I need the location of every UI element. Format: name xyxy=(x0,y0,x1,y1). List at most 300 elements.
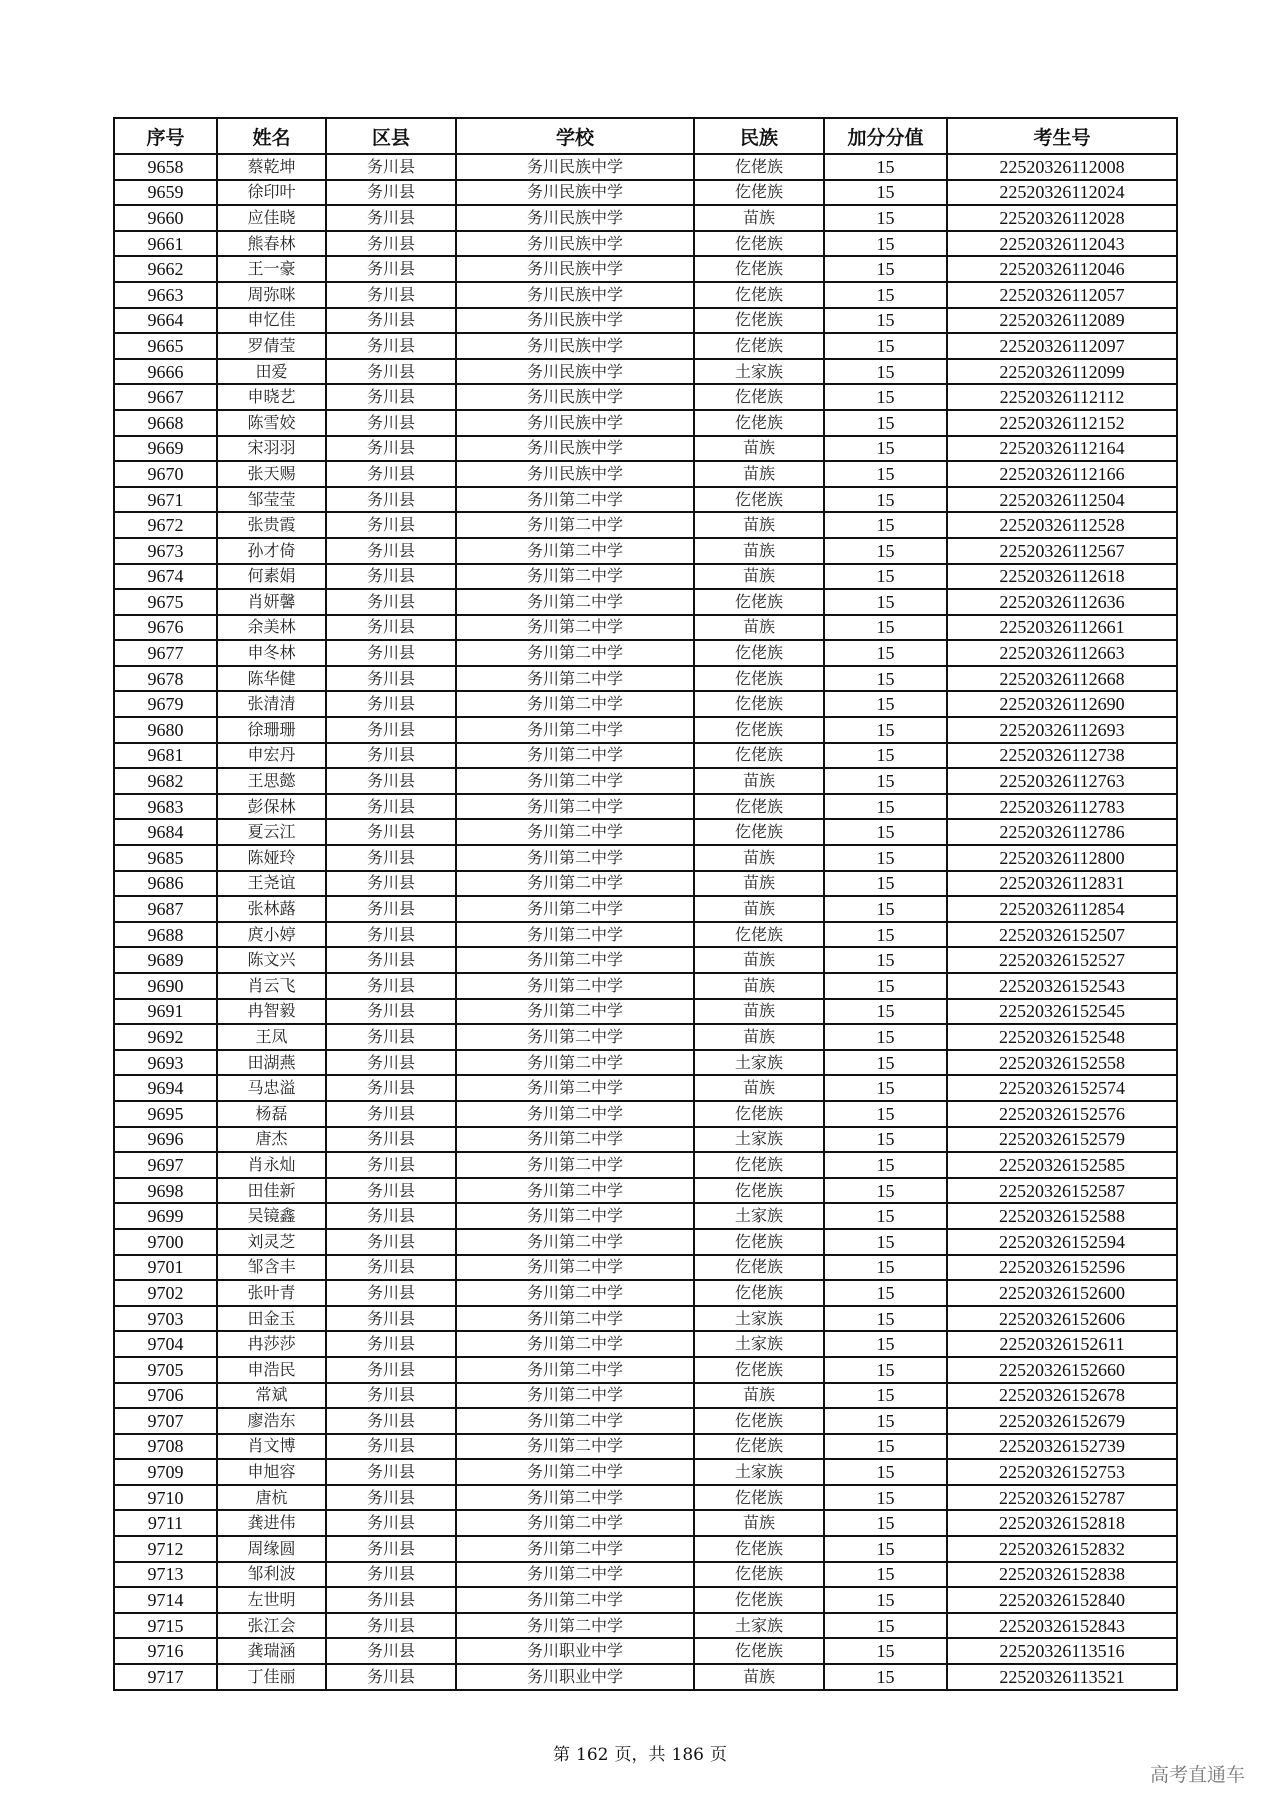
cell-name: 肖妍馨 xyxy=(217,589,326,615)
cell-bonus: 15 xyxy=(824,231,947,257)
cell-bonus: 15 xyxy=(824,1255,947,1281)
cell-school: 务川第二中学 xyxy=(456,564,694,590)
cell-bonus: 15 xyxy=(824,512,947,538)
cell-exam-id: 22520326152548 xyxy=(947,1024,1177,1050)
cell-county: 务川县 xyxy=(326,896,456,922)
table-row xyxy=(114,205,1177,231)
cell-ethnicity: 仡佬族 xyxy=(694,1587,824,1613)
cell-county: 务川县 xyxy=(326,538,456,564)
cell-bonus: 15 xyxy=(824,794,947,820)
cell-ethnicity: 土家族 xyxy=(694,1331,824,1357)
cell-county: 务川县 xyxy=(326,1357,456,1383)
cell-county: 务川县 xyxy=(326,1050,456,1076)
cell-school: 务川第二中学 xyxy=(456,768,694,794)
cell-school: 务川民族中学 xyxy=(456,282,694,308)
watermark: 高考直通车 xyxy=(1150,1764,1246,1786)
cell-ethnicity: 仡佬族 xyxy=(694,1280,824,1306)
cell-bonus: 15 xyxy=(824,436,947,462)
cell-name: 徐珊珊 xyxy=(217,717,326,743)
cell-bonus: 15 xyxy=(824,666,947,692)
cell-exam-id: 22520326112663 xyxy=(947,640,1177,666)
cell-exam-id: 22520326112854 xyxy=(947,896,1177,922)
cell-seq: 9709 xyxy=(114,1459,217,1485)
cell-exam-id: 22520326152753 xyxy=(947,1459,1177,1485)
cell-bonus: 15 xyxy=(824,538,947,564)
cell-name: 张江会 xyxy=(217,1613,326,1639)
cell-seq: 9659 xyxy=(114,180,217,206)
cell-school: 务川第二中学 xyxy=(456,1562,694,1588)
cell-seq: 9673 xyxy=(114,538,217,564)
cell-name: 马忠溢 xyxy=(217,1075,326,1101)
cell-ethnicity: 仡佬族 xyxy=(694,666,824,692)
cell-county: 务川县 xyxy=(326,231,456,257)
cell-county: 务川县 xyxy=(326,1536,456,1562)
cell-seq: 9664 xyxy=(114,308,217,334)
cell-bonus: 15 xyxy=(824,1664,947,1690)
cell-seq: 9658 xyxy=(114,154,217,180)
cell-county: 务川县 xyxy=(326,743,456,769)
cell-seq: 9670 xyxy=(114,461,217,487)
cell-name: 申晓艺 xyxy=(217,384,326,410)
cell-exam-id: 22520326112618 xyxy=(947,564,1177,590)
cell-county: 务川县 xyxy=(326,1152,456,1178)
cell-seq: 9681 xyxy=(114,743,217,769)
cell-seq: 9679 xyxy=(114,691,217,717)
table-row xyxy=(114,512,1177,538)
cell-name: 杨磊 xyxy=(217,1101,326,1127)
cell-exam-id: 22520326152558 xyxy=(947,1050,1177,1076)
cell-name: 张叶青 xyxy=(217,1280,326,1306)
cell-bonus: 15 xyxy=(824,1024,947,1050)
cell-school: 务川第二中学 xyxy=(456,1075,694,1101)
cell-school: 务川第二中学 xyxy=(456,794,694,820)
cell-county: 务川县 xyxy=(326,1408,456,1434)
cell-ethnicity: 苗族 xyxy=(694,1383,824,1409)
cell-exam-id: 22520326152660 xyxy=(947,1357,1177,1383)
table-row xyxy=(114,1229,1177,1255)
table-row xyxy=(114,436,1177,462)
cell-county: 务川县 xyxy=(326,973,456,999)
cell-name: 张清清 xyxy=(217,691,326,717)
cell-name: 丁佳丽 xyxy=(217,1664,326,1690)
cell-seq: 9667 xyxy=(114,384,217,410)
cell-seq: 9694 xyxy=(114,1075,217,1101)
cell-seq: 9686 xyxy=(114,871,217,897)
cell-county: 务川县 xyxy=(326,922,456,948)
cell-seq: 9680 xyxy=(114,717,217,743)
cell-name: 张贵霞 xyxy=(217,512,326,538)
table-row xyxy=(114,615,1177,641)
cell-county: 务川县 xyxy=(326,1075,456,1101)
table-row xyxy=(114,999,1177,1025)
cell-bonus: 15 xyxy=(824,1101,947,1127)
cell-exam-id: 22520326112024 xyxy=(947,180,1177,206)
cell-county: 务川县 xyxy=(326,589,456,615)
cell-ethnicity: 苗族 xyxy=(694,1024,824,1050)
cell-ethnicity: 仡佬族 xyxy=(694,256,824,282)
cell-ethnicity: 仡佬族 xyxy=(694,1485,824,1511)
cell-ethnicity: 苗族 xyxy=(694,947,824,973)
cell-name: 周弥咪 xyxy=(217,282,326,308)
cell-county: 务川县 xyxy=(326,615,456,641)
cell-school: 务川第二中学 xyxy=(456,819,694,845)
cell-name: 肖云飞 xyxy=(217,973,326,999)
cell-bonus: 15 xyxy=(824,410,947,436)
cell-name: 田佳新 xyxy=(217,1178,326,1204)
cell-school: 务川第二中学 xyxy=(456,1434,694,1460)
cell-seq: 9672 xyxy=(114,512,217,538)
cell-county: 务川县 xyxy=(326,384,456,410)
cell-seq: 9665 xyxy=(114,333,217,359)
cell-ethnicity: 土家族 xyxy=(694,1613,824,1639)
cell-ethnicity: 土家族 xyxy=(694,1306,824,1332)
cell-seq: 9661 xyxy=(114,231,217,257)
table-row xyxy=(114,922,1177,948)
cell-name: 申宏丹 xyxy=(217,743,326,769)
cell-exam-id: 22520326112043 xyxy=(947,231,1177,257)
cell-school: 务川第二中学 xyxy=(456,1255,694,1281)
cell-ethnicity: 仡佬族 xyxy=(694,154,824,180)
cell-exam-id: 22520326112661 xyxy=(947,615,1177,641)
cell-bonus: 15 xyxy=(824,999,947,1025)
cell-name: 王凤 xyxy=(217,1024,326,1050)
table-row xyxy=(114,487,1177,513)
footer-mid: 页，共 xyxy=(614,1745,666,1765)
cell-ethnicity: 仡佬族 xyxy=(694,640,824,666)
table-row xyxy=(114,1638,1177,1664)
cell-school: 务川第二中学 xyxy=(456,1510,694,1536)
cell-seq: 9701 xyxy=(114,1255,217,1281)
cell-name: 申旭容 xyxy=(217,1459,326,1485)
cell-seq: 9685 xyxy=(114,845,217,871)
table-row xyxy=(114,1510,1177,1536)
cell-seq: 9677 xyxy=(114,640,217,666)
cell-bonus: 15 xyxy=(824,1408,947,1434)
cell-county: 务川县 xyxy=(326,1280,456,1306)
student-table xyxy=(113,117,1178,1691)
cell-ethnicity: 苗族 xyxy=(694,896,824,922)
cell-school: 务川民族中学 xyxy=(456,359,694,385)
cell-seq: 9663 xyxy=(114,282,217,308)
cell-name: 陈娅玲 xyxy=(217,845,326,871)
cell-seq: 9695 xyxy=(114,1101,217,1127)
cell-name: 田金玉 xyxy=(217,1306,326,1332)
footer-page-number: 162 xyxy=(576,1745,609,1765)
cell-county: 务川县 xyxy=(326,461,456,487)
cell-seq: 9702 xyxy=(114,1280,217,1306)
cell-exam-id: 22520326112057 xyxy=(947,282,1177,308)
cell-seq: 9683 xyxy=(114,794,217,820)
cell-ethnicity: 仡佬族 xyxy=(694,1638,824,1664)
cell-seq: 9705 xyxy=(114,1357,217,1383)
cell-school: 务川职业中学 xyxy=(456,1664,694,1690)
table-row xyxy=(114,1152,1177,1178)
cell-seq: 9684 xyxy=(114,819,217,845)
cell-name: 申忆佳 xyxy=(217,308,326,334)
cell-seq: 9690 xyxy=(114,973,217,999)
cell-county: 务川县 xyxy=(326,1101,456,1127)
cell-school: 务川第二中学 xyxy=(456,1203,694,1229)
table-row xyxy=(114,896,1177,922)
cell-exam-id: 22520326152543 xyxy=(947,973,1177,999)
cell-name: 肖文博 xyxy=(217,1434,326,1460)
cell-ethnicity: 苗族 xyxy=(694,871,824,897)
table-row xyxy=(114,359,1177,385)
cell-bonus: 15 xyxy=(824,1280,947,1306)
cell-bonus: 15 xyxy=(824,308,947,334)
table-row xyxy=(114,1587,1177,1613)
cell-county: 务川县 xyxy=(326,1510,456,1536)
cell-seq: 9687 xyxy=(114,896,217,922)
cell-county: 务川县 xyxy=(326,333,456,359)
cell-ethnicity: 苗族 xyxy=(694,205,824,231)
cell-bonus: 15 xyxy=(824,1510,947,1536)
cell-ethnicity: 仡佬族 xyxy=(694,589,824,615)
cell-ethnicity: 仡佬族 xyxy=(694,1562,824,1588)
cell-ethnicity: 仡佬族 xyxy=(694,1229,824,1255)
cell-seq: 9714 xyxy=(114,1587,217,1613)
cell-ethnicity: 仡佬族 xyxy=(694,1434,824,1460)
cell-seq: 9688 xyxy=(114,922,217,948)
table-row xyxy=(114,1024,1177,1050)
cell-ethnicity: 仡佬族 xyxy=(694,282,824,308)
table-row xyxy=(114,180,1177,206)
cell-bonus: 15 xyxy=(824,615,947,641)
cell-name: 申冬林 xyxy=(217,640,326,666)
cell-school: 务川第二中学 xyxy=(456,1101,694,1127)
cell-name: 夏云江 xyxy=(217,819,326,845)
cell-seq: 9716 xyxy=(114,1638,217,1664)
table-row xyxy=(114,1101,1177,1127)
cell-ethnicity: 仡佬族 xyxy=(694,717,824,743)
cell-name: 田湖燕 xyxy=(217,1050,326,1076)
cell-ethnicity: 仡佬族 xyxy=(694,922,824,948)
cell-school: 务川民族中学 xyxy=(456,256,694,282)
cell-ethnicity: 土家族 xyxy=(694,1127,824,1153)
cell-exam-id: 22520326152787 xyxy=(947,1485,1177,1511)
cell-ethnicity: 仡佬族 xyxy=(694,1255,824,1281)
cell-name: 庹小婷 xyxy=(217,922,326,948)
table-row xyxy=(114,589,1177,615)
table-row xyxy=(114,1178,1177,1204)
cell-name: 田爱 xyxy=(217,359,326,385)
cell-seq: 9689 xyxy=(114,947,217,973)
cell-ethnicity: 仡佬族 xyxy=(694,691,824,717)
cell-seq: 9660 xyxy=(114,205,217,231)
cell-ethnicity: 土家族 xyxy=(694,1459,824,1485)
cell-county: 务川县 xyxy=(326,1127,456,1153)
cell-exam-id: 22520326112668 xyxy=(947,666,1177,692)
cell-county: 务川县 xyxy=(326,256,456,282)
cell-ethnicity: 土家族 xyxy=(694,1203,824,1229)
cell-name: 王尧谊 xyxy=(217,871,326,897)
cell-ethnicity: 仡佬族 xyxy=(694,231,824,257)
cell-school: 务川第二中学 xyxy=(456,640,694,666)
cell-ethnicity: 仡佬族 xyxy=(694,794,824,820)
cell-exam-id: 22520326152611 xyxy=(947,1331,1177,1357)
cell-seq: 9706 xyxy=(114,1383,217,1409)
table-row xyxy=(114,384,1177,410)
table-row xyxy=(114,1331,1177,1357)
cell-county: 务川县 xyxy=(326,794,456,820)
cell-name: 徐印叶 xyxy=(217,180,326,206)
cell-seq: 9711 xyxy=(114,1510,217,1536)
table-row xyxy=(114,1459,1177,1485)
cell-name: 宋羽羽 xyxy=(217,436,326,462)
cell-seq: 9696 xyxy=(114,1127,217,1153)
table-row xyxy=(114,768,1177,794)
cell-exam-id: 22520326112152 xyxy=(947,410,1177,436)
cell-exam-id: 22520326113521 xyxy=(947,1664,1177,1690)
cell-exam-id: 22520326112528 xyxy=(947,512,1177,538)
cell-seq: 9666 xyxy=(114,359,217,385)
table-row xyxy=(114,871,1177,897)
cell-name: 彭保林 xyxy=(217,794,326,820)
cell-name: 熊春林 xyxy=(217,231,326,257)
cell-exam-id: 22520326112738 xyxy=(947,743,1177,769)
cell-bonus: 15 xyxy=(824,743,947,769)
table-row xyxy=(114,973,1177,999)
cell-seq: 9669 xyxy=(114,436,217,462)
cell-county: 务川县 xyxy=(326,308,456,334)
cell-seq: 9674 xyxy=(114,564,217,590)
cell-county: 务川县 xyxy=(326,436,456,462)
header-exam-id: 考生号 xyxy=(947,118,1177,154)
cell-seq: 9692 xyxy=(114,1024,217,1050)
cell-school: 务川第二中学 xyxy=(456,1127,694,1153)
cell-bonus: 15 xyxy=(824,256,947,282)
table-row xyxy=(114,1613,1177,1639)
header-bonus: 加分分值 xyxy=(824,118,947,154)
cell-name: 龚瑞涵 xyxy=(217,1638,326,1664)
cell-county: 务川县 xyxy=(326,1331,456,1357)
cell-seq: 9682 xyxy=(114,768,217,794)
cell-county: 务川县 xyxy=(326,512,456,538)
cell-bonus: 15 xyxy=(824,154,947,180)
cell-exam-id: 22520326112800 xyxy=(947,845,1177,871)
cell-name: 陈雪姣 xyxy=(217,410,326,436)
cell-bonus: 15 xyxy=(824,1178,947,1204)
cell-bonus: 15 xyxy=(824,1075,947,1101)
cell-school: 务川第二中学 xyxy=(456,717,694,743)
cell-school: 务川第二中学 xyxy=(456,973,694,999)
cell-exam-id: 22520326152596 xyxy=(947,1255,1177,1281)
cell-school: 务川第二中学 xyxy=(456,947,694,973)
table-row xyxy=(114,1203,1177,1229)
cell-school: 务川民族中学 xyxy=(456,384,694,410)
cell-county: 务川县 xyxy=(326,1383,456,1409)
cell-seq: 9713 xyxy=(114,1562,217,1588)
cell-county: 务川县 xyxy=(326,845,456,871)
cell-county: 务川县 xyxy=(326,1613,456,1639)
cell-ethnicity: 苗族 xyxy=(694,999,824,1025)
table-row xyxy=(114,1127,1177,1153)
cell-exam-id: 22520326152600 xyxy=(947,1280,1177,1306)
cell-name: 陈华健 xyxy=(217,666,326,692)
cell-bonus: 15 xyxy=(824,1562,947,1588)
cell-seq: 9691 xyxy=(114,999,217,1025)
cell-exam-id: 22520326112028 xyxy=(947,205,1177,231)
cell-exam-id: 22520326152739 xyxy=(947,1434,1177,1460)
cell-bonus: 15 xyxy=(824,589,947,615)
cell-bonus: 15 xyxy=(824,461,947,487)
cell-bonus: 15 xyxy=(824,1127,947,1153)
cell-school: 务川第二中学 xyxy=(456,999,694,1025)
cell-school: 务川民族中学 xyxy=(456,461,694,487)
cell-ethnicity: 土家族 xyxy=(694,1050,824,1076)
table-row xyxy=(114,1664,1177,1690)
cell-county: 务川县 xyxy=(326,564,456,590)
cell-exam-id: 22520326152606 xyxy=(947,1306,1177,1332)
cell-ethnicity: 苗族 xyxy=(694,564,824,590)
table-row xyxy=(114,666,1177,692)
cell-seq: 9717 xyxy=(114,1664,217,1690)
cell-exam-id: 22520326152679 xyxy=(947,1408,1177,1434)
cell-county: 务川县 xyxy=(326,1024,456,1050)
cell-ethnicity: 苗族 xyxy=(694,845,824,871)
cell-seq: 9675 xyxy=(114,589,217,615)
cell-county: 务川县 xyxy=(326,1459,456,1485)
cell-county: 务川县 xyxy=(326,666,456,692)
cell-county: 务川县 xyxy=(326,359,456,385)
cell-school: 务川第二中学 xyxy=(456,1459,694,1485)
cell-name: 邹利波 xyxy=(217,1562,326,1588)
cell-exam-id: 22520326112783 xyxy=(947,794,1177,820)
footer-total-pages: 186 xyxy=(671,1745,704,1765)
cell-seq: 9708 xyxy=(114,1434,217,1460)
table-row xyxy=(114,794,1177,820)
header-county: 区县 xyxy=(326,118,456,154)
table-row xyxy=(114,1536,1177,1562)
cell-school: 务川第二中学 xyxy=(456,666,694,692)
cell-exam-id: 22520326152818 xyxy=(947,1510,1177,1536)
table-row xyxy=(114,691,1177,717)
cell-school: 务川第二中学 xyxy=(456,512,694,538)
cell-bonus: 15 xyxy=(824,1638,947,1664)
cell-ethnicity: 仡佬族 xyxy=(694,1178,824,1204)
cell-school: 务川第二中学 xyxy=(456,871,694,897)
cell-ethnicity: 仡佬族 xyxy=(694,819,824,845)
cell-county: 务川县 xyxy=(326,410,456,436)
table-row xyxy=(114,819,1177,845)
cell-bonus: 15 xyxy=(824,1331,947,1357)
cell-exam-id: 22520326112693 xyxy=(947,717,1177,743)
cell-name: 冉智毅 xyxy=(217,999,326,1025)
cell-exam-id: 22520326112099 xyxy=(947,359,1177,385)
cell-exam-id: 22520326112636 xyxy=(947,589,1177,615)
table-row xyxy=(114,717,1177,743)
cell-bonus: 15 xyxy=(824,896,947,922)
cell-name: 张林蕗 xyxy=(217,896,326,922)
cell-county: 务川县 xyxy=(326,1178,456,1204)
cell-name: 蔡乾坤 xyxy=(217,154,326,180)
cell-name: 陈文兴 xyxy=(217,947,326,973)
cell-county: 务川县 xyxy=(326,640,456,666)
cell-county: 务川县 xyxy=(326,1229,456,1255)
cell-ethnicity: 仡佬族 xyxy=(694,333,824,359)
cell-ethnicity: 仡佬族 xyxy=(694,1101,824,1127)
cell-bonus: 15 xyxy=(824,871,947,897)
cell-ethnicity: 苗族 xyxy=(694,512,824,538)
cell-school: 务川第二中学 xyxy=(456,1587,694,1613)
cell-school: 务川第二中学 xyxy=(456,487,694,513)
cell-school: 务川第二中学 xyxy=(456,1485,694,1511)
header-school: 学校 xyxy=(456,118,694,154)
cell-school: 务川民族中学 xyxy=(456,231,694,257)
table-row xyxy=(114,282,1177,308)
cell-school: 务川民族中学 xyxy=(456,308,694,334)
cell-seq: 9703 xyxy=(114,1306,217,1332)
